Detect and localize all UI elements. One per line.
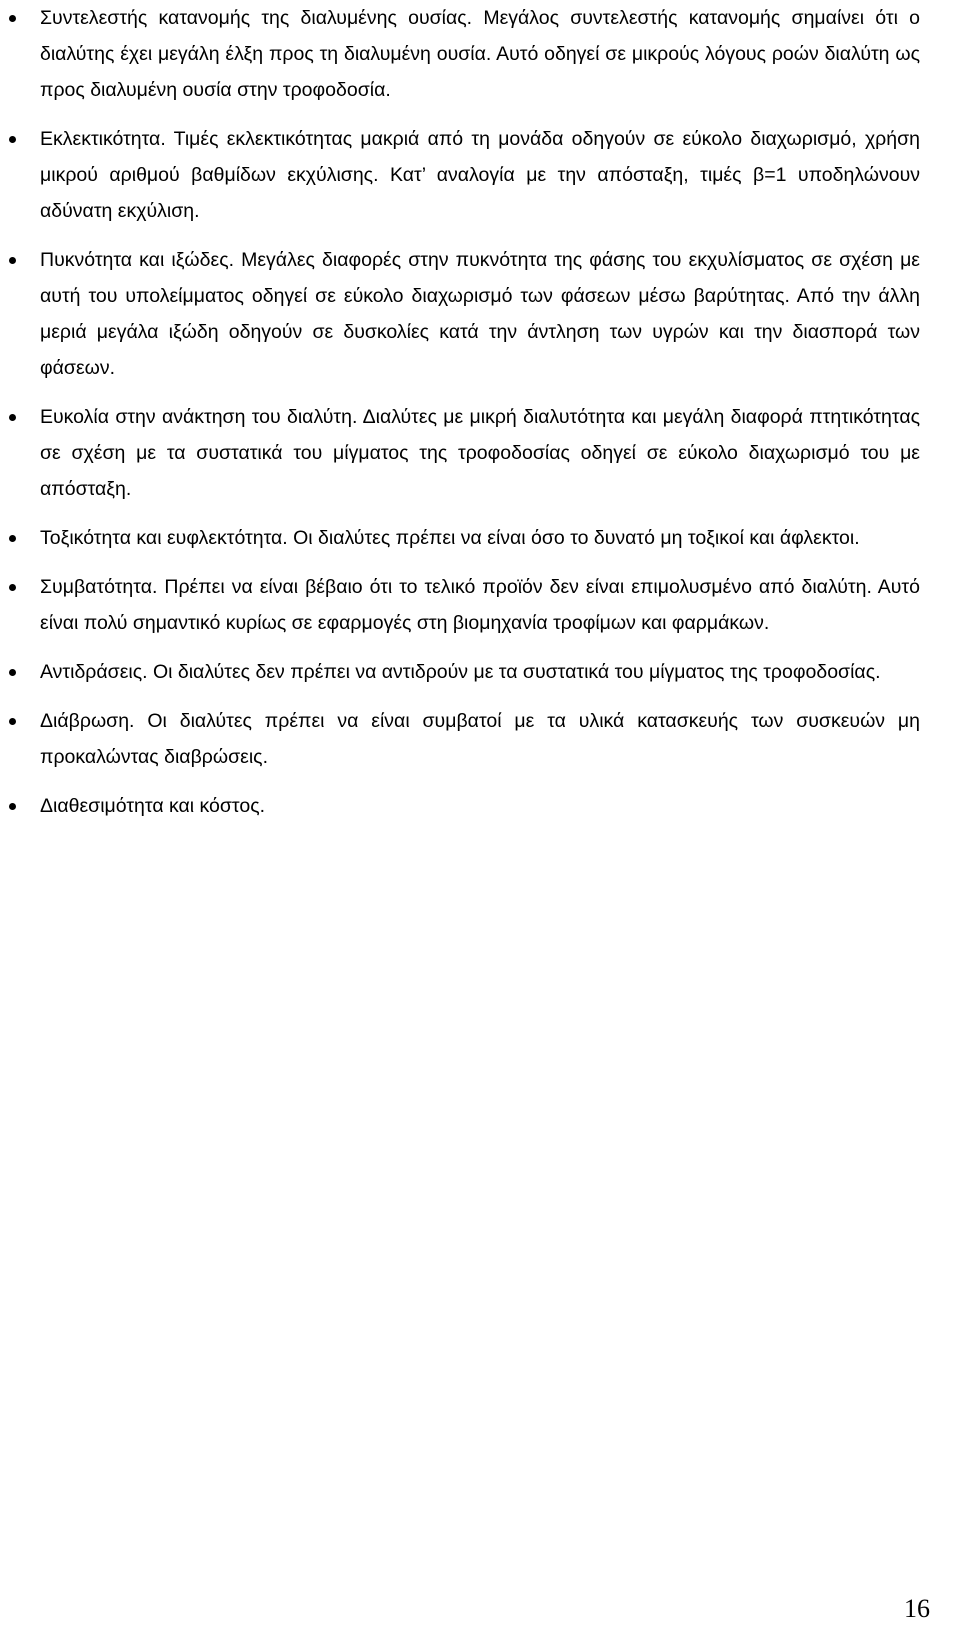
bullet-icon (9, 257, 16, 264)
list-item (40, 520, 920, 556)
list-item (40, 242, 920, 386)
list-item (40, 0, 920, 108)
list-item (40, 703, 920, 775)
criteria-bullet-list (40, 0, 920, 837)
list-item-text: Συμβατότητα. Πρέπει να είναι βέβαιο ότι το τελικό προϊόν δεν είναι επιμολυσμένο από διαλύτη. Αυτό είναι πολύ σημαντικό κυρίως σε εφαρμογές στη βιομηχανία τροφίμων και φαρμάκων. (40, 576, 920, 634)
bullet-icon (9, 718, 16, 725)
bullet-icon (9, 669, 16, 676)
list-item-text: Ευκολία στην ανάκτηση του διαλύτη. Διαλύτες με μικρή διαλυτότητα και μεγάλη διαφορά πτητικότητας σε σχέση με τα συστατικά του μίγματος της τροφοδοσίας οδηγεί σε εύκολο διαχωρισμό του με απόσταξη. (40, 406, 920, 500)
list-item-text: Πυκνότητα και ιξώδες. Μεγάλες διαφορές στην πυκνότητα της φάσης του εκχυλίσματος σε σχέση με αυτή του υπολείμματος οδηγεί σε εύκολο διαχωρισμό των φάσεων μέσω βαρύτητας. Από την άλλη μεριά μεγάλα ιξώδη οδηγούν σε δυσκολίες κατά την άντληση των υγρών και την διασπορά των φάσεων. (40, 249, 920, 379)
list-item (40, 788, 920, 824)
bullet-icon (9, 584, 16, 591)
bullet-icon (9, 803, 16, 810)
list-item (40, 121, 920, 229)
page-number: 16 (904, 1594, 930, 1623)
list-item (40, 569, 920, 641)
list-item-text: Διαθεσιμότητα και κόστος. (40, 795, 266, 817)
bullet-icon (9, 15, 16, 22)
list-item-text: Αντιδράσεις. Οι διαλύτες δεν πρέπει να αντιδρούν με τα συστατικά του μίγματος της τροφοδοσίας. (40, 661, 881, 683)
list-item (40, 399, 920, 507)
list-item (40, 654, 920, 690)
bullet-icon (9, 414, 16, 421)
bullet-icon (9, 535, 16, 542)
list-item-text: Συντελεστής κατανομής της διαλυμένης ουσίας. Μεγάλος συντελεστής κατανομής σημαίνει ότι ο διαλύτης έχει μεγάλη έλξη προς τη διαλυμένη ουσία. Αυτό οδηγεί σε μικρούς λόγους ροών διαλύτη ως προς διαλυμένη ουσία στην τροφοδοσία. (40, 7, 920, 101)
bullet-icon (9, 136, 16, 143)
list-item-text: Τοξικότητα και ευφλεκτότητα. Οι διαλύτες πρέπει να είναι όσο το δυνατό μη τοξικοί και άφλεκτοι. (40, 527, 860, 549)
list-item-text: Διάβρωση. Οι διαλύτες πρέπει να είναι συμβατοί με τα υλικά κατασκευής των συσκευών μη προκαλώντας διαβρώσεις. (40, 710, 920, 768)
list-item-text: Εκλεκτικότητα. Τιμές εκλεκτικότητας μακριά από τη μονάδα οδηγούν σε εύκολο διαχωρισμό, χρήση μικρού αριθμού βαθμίδων εκχύλισης. Κατ’ αναλογία με την απόσταξη, τιμές β=1 υποδηλώνουν αδύνατη εκχύλιση. (40, 128, 920, 222)
